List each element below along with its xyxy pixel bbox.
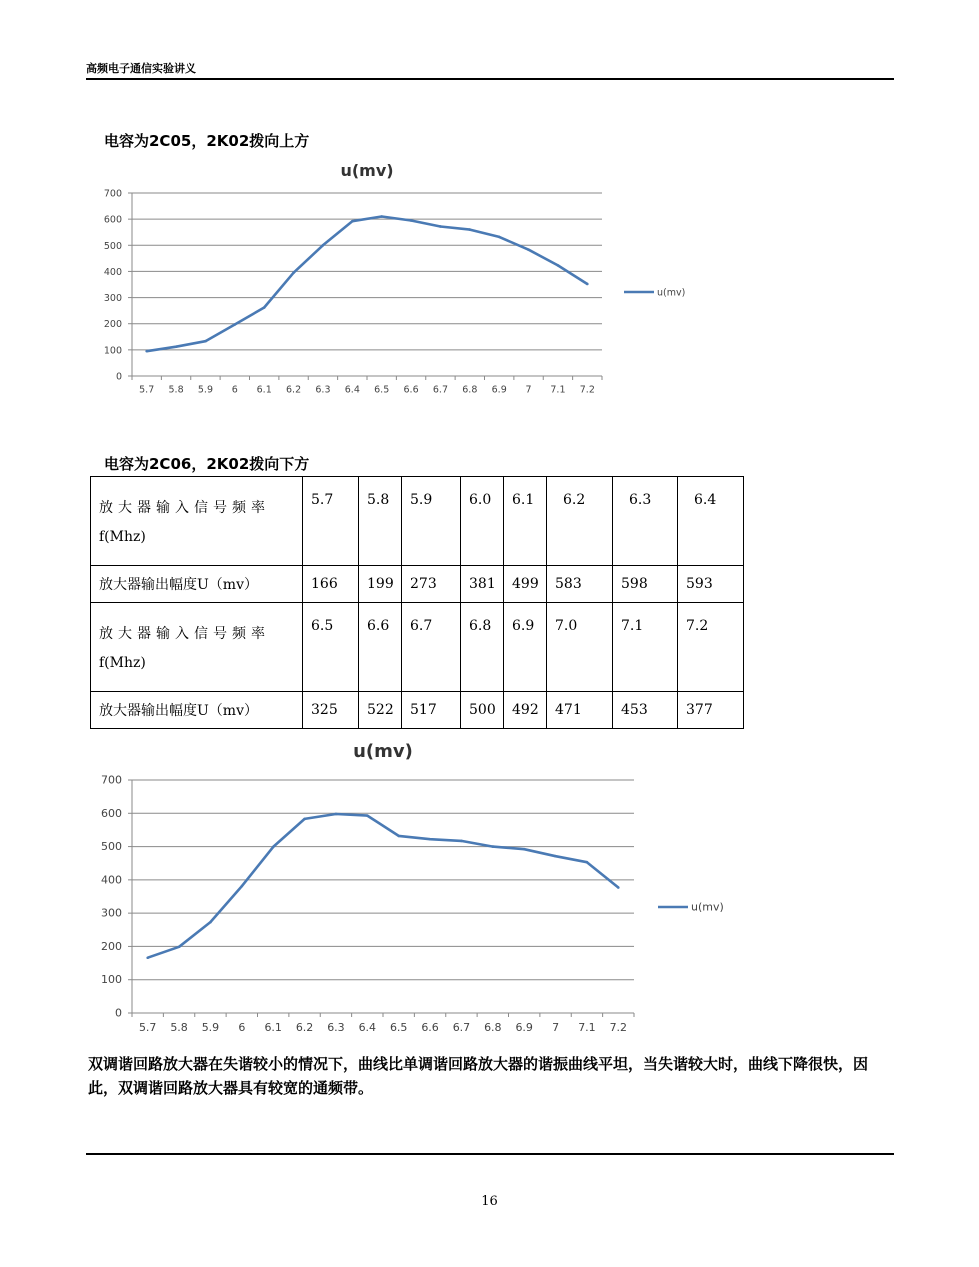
freq-label-cell [91, 603, 303, 692]
data-point [146, 956, 149, 959]
amp-cell: 492 [504, 692, 547, 729]
freq-cell: 6.3 [613, 477, 678, 566]
amp-cell: 500 [461, 692, 504, 729]
y-tick-label: 0 [115, 371, 122, 383]
amp-cell: 583 [547, 566, 613, 603]
x-tick-label: 6.6 [421, 1021, 439, 1034]
data-point [303, 818, 306, 821]
y-tick-label: 400 [101, 873, 122, 887]
legend-label: u(mv) [657, 287, 686, 299]
x-tick-label: 5.9 [201, 1021, 220, 1034]
x-tick-label: 6.2 [286, 384, 302, 396]
legend-label: u(mv) [691, 900, 724, 914]
table-row-freq-1 [91, 477, 744, 566]
freq-cell: 6.5 [303, 603, 359, 692]
freq-cell: 7.0 [547, 603, 613, 692]
data-point [335, 813, 338, 816]
freq-cell: 6.0 [461, 477, 504, 566]
x-tick-label: 6.5 [389, 1021, 408, 1034]
y-tick-label: 200 [101, 939, 122, 953]
data-point [397, 835, 400, 838]
chart-lower-position [88, 733, 768, 1043]
table-row-amp-2 [91, 692, 744, 729]
data-point [439, 225, 442, 228]
y-tick-label: 500 [103, 240, 122, 252]
data-point [527, 248, 530, 251]
x-tick-label: 7 [552, 1021, 560, 1034]
data-point [410, 219, 413, 222]
chart-title: u(mv) [340, 161, 394, 180]
y-tick-label: 600 [101, 806, 122, 820]
chart-upper-position [88, 152, 728, 407]
x-tick-label: 7.1 [550, 384, 566, 396]
amp-cell: 273 [402, 566, 461, 603]
x-tick-label: 6.8 [462, 384, 478, 396]
x-tick-label: 7.1 [578, 1021, 596, 1034]
amp-cell: 325 [303, 692, 359, 729]
x-tick-label: 6 [231, 384, 238, 396]
data-point [263, 306, 266, 309]
data-point [209, 921, 212, 924]
section2-heading: 电容为2C06，2K02拨向下方 [104, 455, 310, 473]
footer-rule [86, 1153, 894, 1155]
data-point [557, 264, 560, 267]
data-point [523, 848, 526, 851]
amp-cell: 499 [504, 566, 547, 603]
y-tick-label: 300 [101, 906, 122, 920]
x-tick-label: 6.4 [344, 384, 360, 396]
x-tick-label: 6.9 [491, 384, 507, 396]
table-row-amp-1 [91, 566, 744, 603]
x-tick-label: 6.2 [295, 1021, 314, 1034]
amp-cell: 377 [678, 692, 744, 729]
freq-cell: 5.7 [303, 477, 359, 566]
amp-cell: 471 [547, 692, 613, 729]
freq-label-line1: 放大器输入信号频率 [99, 626, 270, 642]
amp-cell: 381 [461, 566, 504, 603]
y-tick-label: 700 [103, 188, 122, 200]
freq-cell: 7.1 [613, 603, 678, 692]
amp-cell: 166 [303, 566, 359, 603]
x-tick-label: 6.4 [358, 1021, 377, 1034]
freq-label-line2: f(Mhz) [99, 655, 146, 671]
data-point [175, 345, 178, 348]
x-tick-label: 6.3 [315, 384, 331, 396]
freq-cell: 6.7 [402, 603, 461, 692]
y-tick-label: 600 [103, 214, 122, 226]
x-tick-label: 6.8 [484, 1021, 502, 1034]
y-tick-label: 100 [103, 345, 122, 357]
x-tick-label: 5.8 [170, 1021, 188, 1034]
data-point [586, 283, 589, 286]
measurement-table [90, 476, 744, 729]
data-point [469, 228, 472, 231]
freq-cell: 6.9 [504, 603, 547, 692]
freq-cell: 6.6 [359, 603, 402, 692]
x-tick-label: 5.9 [197, 384, 213, 396]
y-tick-label: 100 [101, 973, 122, 987]
data-point [272, 846, 275, 849]
x-tick-label: 5.7 [139, 384, 155, 396]
x-tick-label: 6 [238, 1021, 246, 1034]
y-tick-label: 500 [101, 840, 122, 854]
amp-cell: 517 [402, 692, 461, 729]
chart-title: u(mv) [353, 741, 413, 762]
data-point [204, 340, 207, 343]
freq-label-line1: 放大器输入信号频率 [99, 500, 270, 516]
freq-cell: 6.1 [504, 477, 547, 566]
x-tick-label: 6.9 [515, 1021, 533, 1034]
series-line [148, 814, 619, 958]
table-row-freq-2 [91, 603, 744, 692]
freq-cell: 5.9 [402, 477, 461, 566]
page-number: 16 [481, 1194, 498, 1209]
x-tick-label: 6.6 [403, 384, 419, 396]
data-point [498, 236, 501, 239]
x-tick-label: 7 [525, 384, 532, 396]
x-tick-label: 5.7 [138, 1021, 157, 1034]
x-tick-label: 6.3 [327, 1021, 345, 1034]
amp-label-cell: 放大器输出幅度U（mv） [91, 566, 303, 603]
data-point [292, 271, 295, 274]
amp-cell: 453 [613, 692, 678, 729]
data-point [380, 215, 383, 218]
data-point [145, 350, 148, 353]
data-point [178, 945, 181, 948]
x-tick-label: 6.1 [264, 1021, 282, 1034]
amp-cell: 593 [678, 566, 744, 603]
x-tick-label: 6.5 [374, 384, 390, 396]
data-point [366, 814, 369, 817]
x-tick-label: 6.7 [432, 384, 448, 396]
x-tick-label: 6.1 [256, 384, 272, 396]
header-rule [86, 78, 894, 80]
x-tick-label: 6.7 [452, 1021, 471, 1034]
data-point [241, 885, 244, 888]
freq-cell: 5.8 [359, 477, 402, 566]
data-point [554, 855, 557, 858]
data-point [617, 886, 620, 889]
y-tick-label: 200 [103, 319, 122, 331]
data-point [234, 323, 237, 326]
data-point [322, 244, 325, 247]
freq-cell: 7.2 [678, 603, 744, 692]
running-header: 高频电子通信实验讲义 [86, 62, 196, 75]
amp-cell: 598 [613, 566, 678, 603]
data-point [492, 845, 495, 848]
amp-cell: 199 [359, 566, 402, 603]
x-tick-label: 7.2 [579, 384, 595, 396]
freq-label-cell [91, 477, 303, 566]
data-point [429, 838, 432, 841]
data-point [351, 220, 354, 223]
section1-heading: 电容为2C05，2K02拨向上方 [104, 132, 310, 150]
data-point [586, 861, 589, 864]
y-tick-label: 700 [101, 773, 122, 787]
amp-label-cell: 放大器输出幅度U（mv） [91, 692, 303, 729]
series-line [147, 217, 588, 352]
x-tick-label: 5.8 [168, 384, 184, 396]
conclusion-paragraph: 双调谐回路放大器在失谐较小的情况下，曲线比单调谐回路放大器的谐振曲线平坦，当失谐较大时，曲线下降很快，因此，双调谐回路放大器具有较宽的通频带。 [88, 1055, 869, 1097]
x-tick-label: 7.2 [609, 1021, 628, 1034]
y-tick-label: 0 [115, 1006, 122, 1020]
amp-cell: 522 [359, 692, 402, 729]
freq-label-line2: f(Mhz) [99, 529, 146, 545]
freq-cell: 6.4 [678, 477, 744, 566]
y-tick-label: 400 [103, 266, 122, 278]
freq-cell: 6.8 [461, 603, 504, 692]
data-point [460, 840, 463, 843]
freq-cell: 6.2 [547, 477, 613, 566]
y-tick-label: 300 [103, 293, 122, 305]
